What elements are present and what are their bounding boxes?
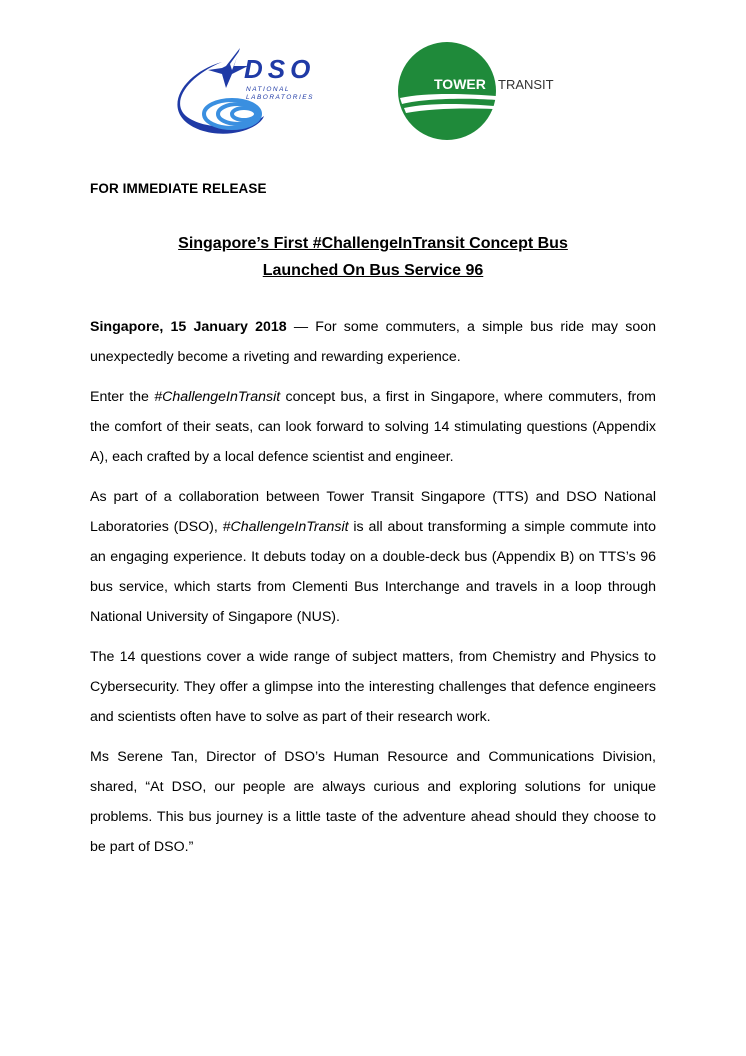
paragraph-4: The 14 questions cover a wide range of subject matters, from Chemistry and Physics to Cybersecurity. They offer a glimpse into the interesting challenges that defence engineers and scientists often have to solve as part of their research work. — [90, 649, 656, 725]
paragraph-3-b: is all about transforming a simple commute into an engaging experience. It debuts today on a double-deck bus (Appendix B) on TTS’s 96 bus service, which starts from Clementi Bus Interchange and travels in a loop through National University of Singapore (NUS). — [90, 519, 656, 625]
paragraph-2-b: concept bus, a first in Singapore, where commuters, from the comfort of their seats, can look forward to solving 14 stimulating questions (Appendix A), each crafted by a local defence scientist and engineer. — [90, 389, 656, 465]
paragraph-1-text: — For some commuters, a simple bus ride may soon unexpectedly become a riveting and rewarding experience. — [90, 319, 656, 365]
tower-transit-logo-graphic — [398, 42, 598, 140]
dso-logo-sub2: LABORATORIES — [246, 94, 314, 101]
tower-transit-word2: TRANSIT — [498, 77, 554, 92]
tower-transit-word1: TOWER — [434, 76, 486, 92]
dso-logo — [160, 44, 325, 140]
tower-transit-logo — [398, 42, 598, 140]
hashtag: #ChallengeInTransit — [154, 389, 281, 405]
headline — [0, 230, 746, 284]
paragraph-3-a: As part of a collaboration between Tower Transit Singapore (TTS) and DSO National Laboratories (DSO), — [90, 489, 656, 535]
dso-ring-3 — [232, 108, 256, 120]
dateline: Singapore, 15 January 2018 — [90, 319, 287, 335]
headline-line1: Singapore’s First #ChallengeInTransit Concept Bus — [178, 235, 568, 252]
dso-logo-name: DSO — [244, 54, 316, 84]
paragraph-1 — [90, 312, 656, 372]
paragraph-2-a: Enter the — [90, 389, 155, 405]
headline-line2: Launched On Bus Service 96 — [262, 262, 484, 279]
hashtag: #ChallengeInTransit — [222, 519, 349, 535]
paragraph-5: Ms Serene Tan, Director of DSO’s Human Resource and Communications Division, shared, “At DSO, our people are always curious and exploring solutions for unique problems. This bus journey is a little taste of the adventure ahead should they choose to be part of DSO.” — [90, 749, 656, 855]
dso-logo-sub1: NATIONAL — [246, 86, 291, 93]
body-text — [90, 312, 656, 872]
release-label: FOR IMMEDIATE RELEASE — [90, 181, 267, 196]
dso-star — [208, 48, 248, 88]
paragraph-3 — [90, 482, 656, 632]
paragraph-2 — [90, 382, 656, 472]
dso-logo-graphic — [160, 44, 325, 140]
